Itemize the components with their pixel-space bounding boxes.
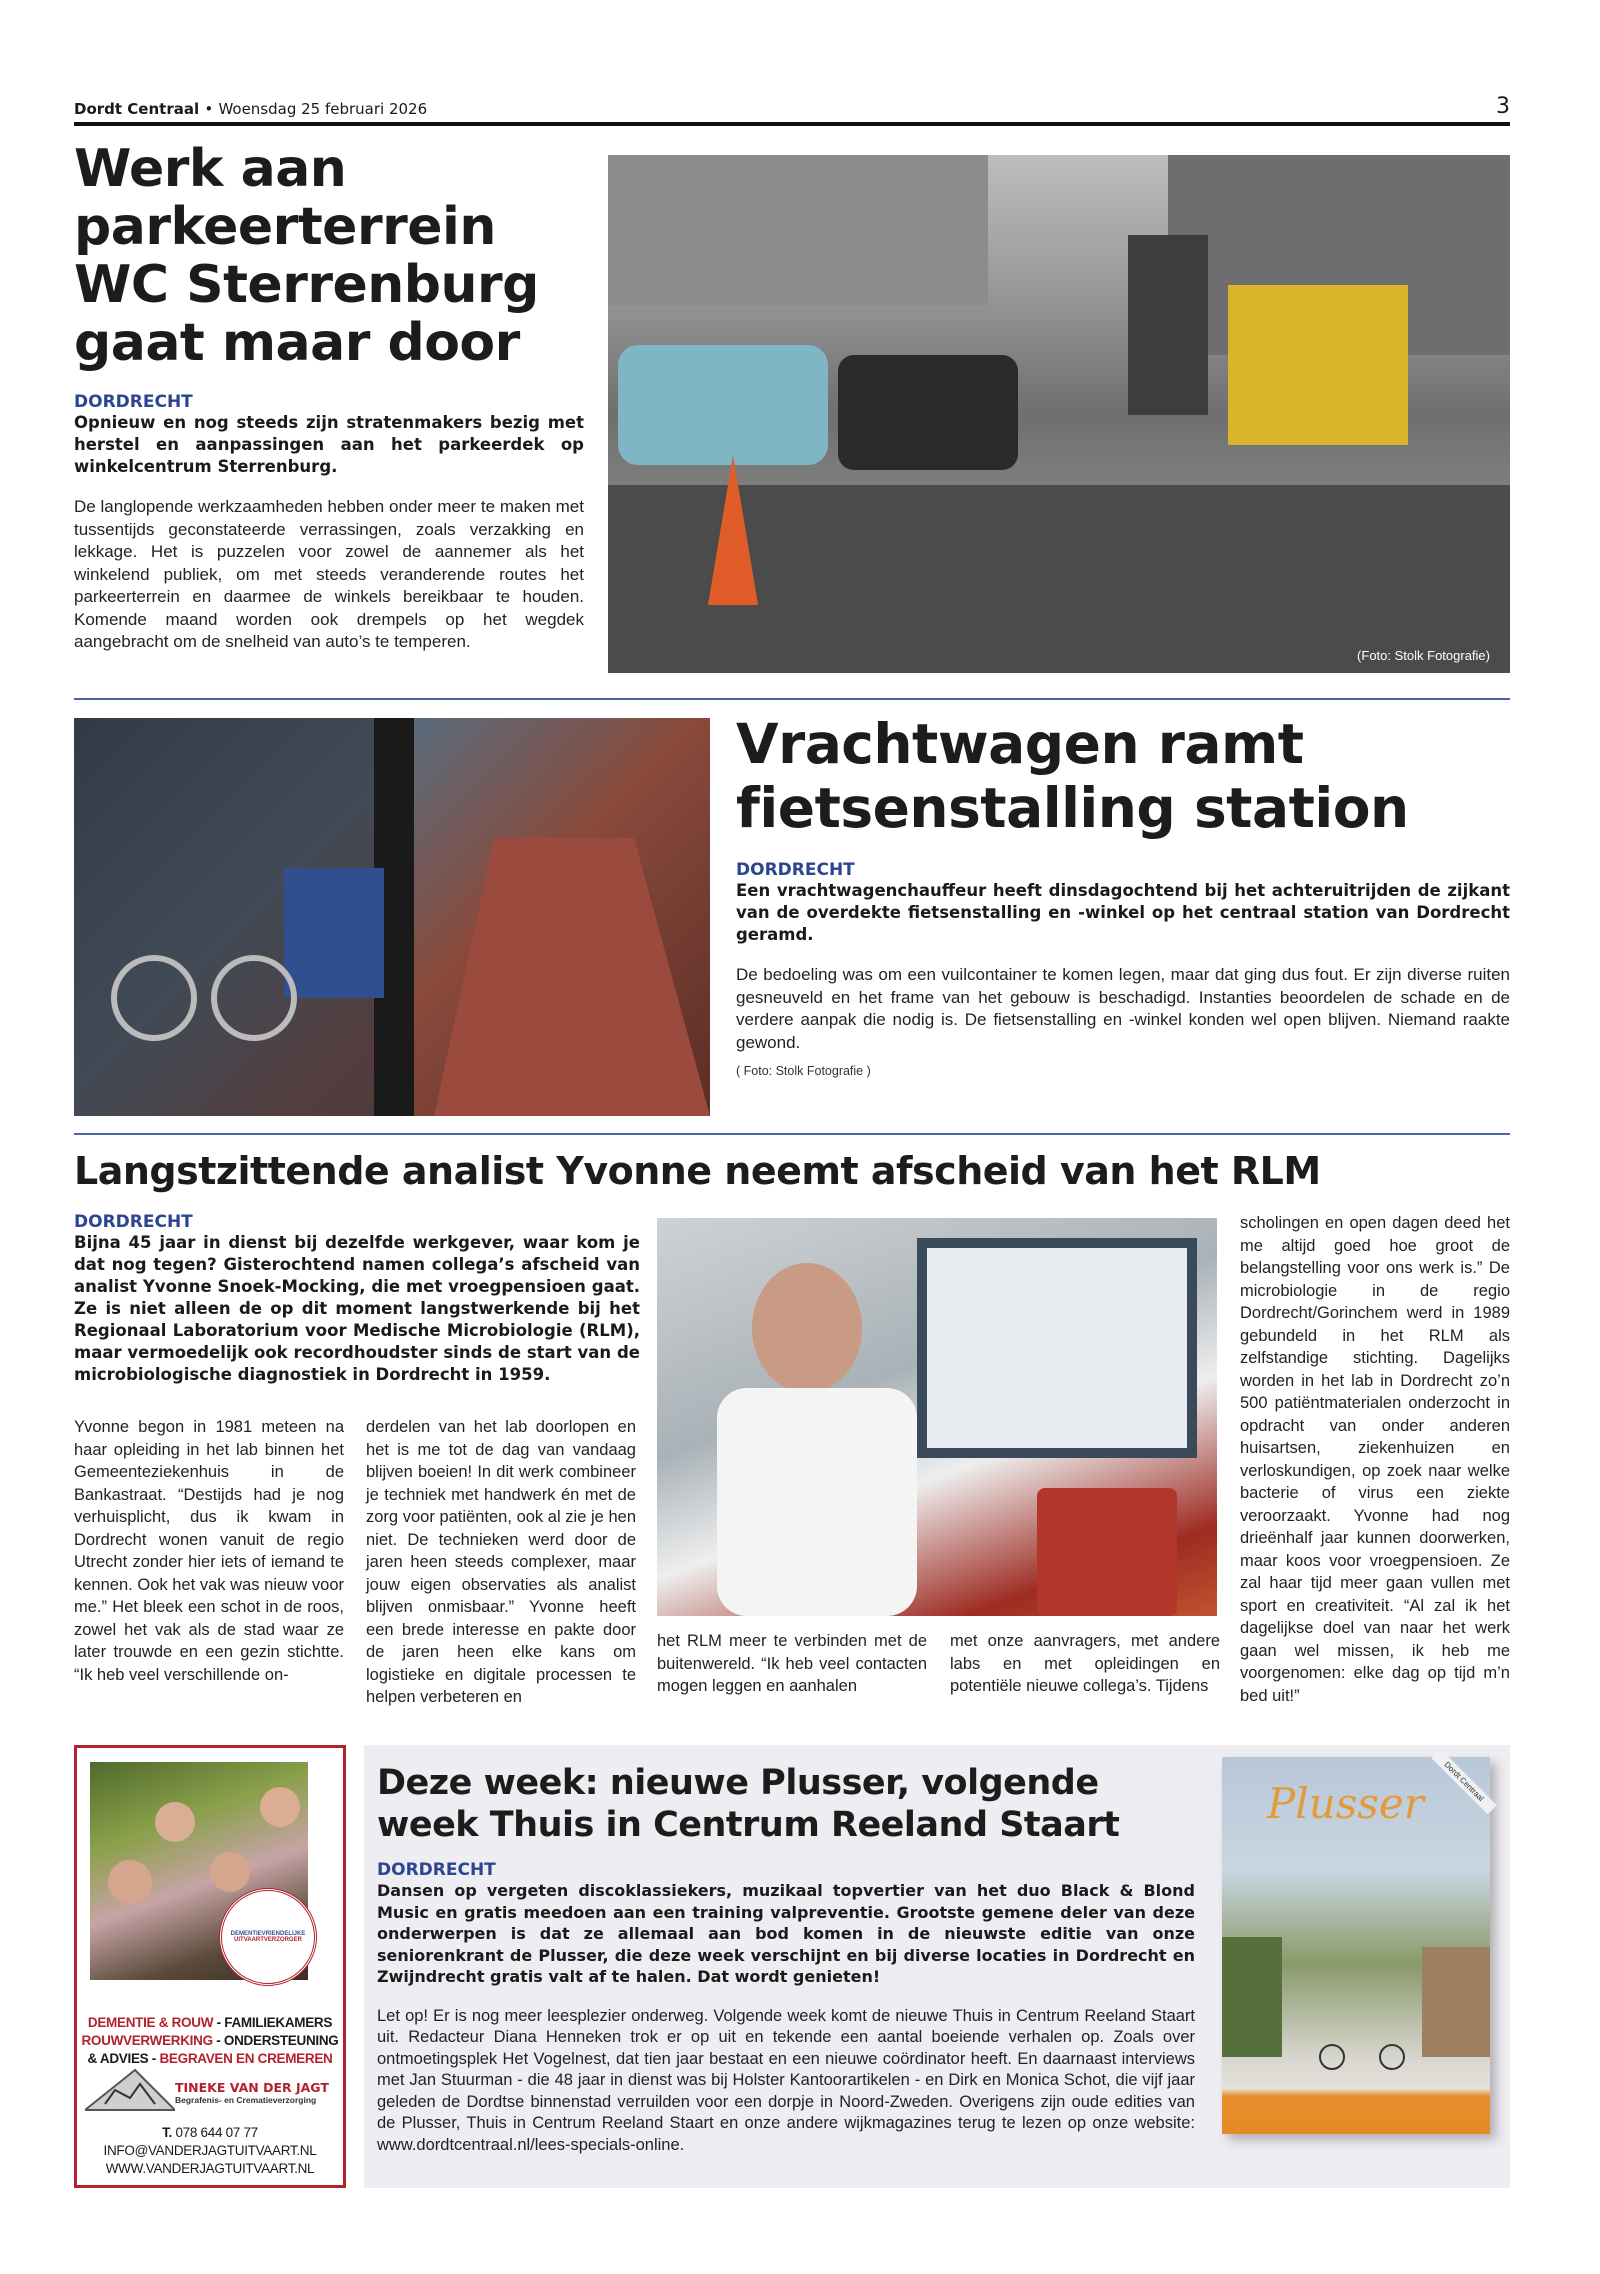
lab-analyst-photo [657,1218,1217,1616]
street-scene-illustration [1222,1937,1490,2087]
phone-number[interactable]: 078 644 07 77 [175,2125,258,2140]
dementia-friendly-badge [219,1888,317,1986]
brick-floor-shape [434,838,710,1116]
headline-line: WC Sterrenburg [74,255,539,315]
phone-line [77,2124,343,2142]
headline-line: parkeerterrein [74,197,496,257]
headline-line: Werk aan [74,139,347,199]
publication-name [74,100,427,118]
cover-corner-label: Dordt Centraal [1431,1749,1497,1815]
plusser-cover-image [1222,1757,1490,2134]
company-logo-icon [85,2068,175,2112]
photo-illustration [74,718,710,1116]
kicker: DORDRECHT [736,860,855,880]
roller-machine-shape [1228,285,1408,445]
contact-block [77,2124,343,2178]
headline-line: Deze week: nieuwe Plusser, volgende [377,1763,1099,1803]
service-line [77,2050,343,2068]
article-plusser-text [377,1762,1195,2156]
section-divider [74,698,1510,700]
headline-rlm: Langstzittende analist Yvonne neemt afscheid van het RLM [74,1149,1321,1193]
phone-prefix: T. [162,2125,172,2140]
building-shape [608,155,988,305]
lead-paragraph: Opnieuw en nog steeds zijn stratenmakers bezig met herstel en aanpassingen aan het parkeerdek op winkelcentrum Sterrenburg. [74,413,584,476]
body-paragraph: Let op! Er is nog meer leesplezier onderweg. Volgende week komt de nieuwe Thuis in Centrum Reeland Staart uit. Redacteur Diana Henneken trok er op uit en tekende een aantal boeiende verhalen op. Zoals over ontmoetingsplek Het Vogelnest, dat tien jaar bestaat en een nieuwe coördinator heeft. En daarnaast interviews met Jan Stuurman - die 48 jaar in dienst was bij Holster Kantoorartikelen - en Dirk en Monica Schot, die vijf jaar geleden de Dordtse binnenstad verruilden voor een dorpje in Noord-Zweden. Overigens zijn oude edities van de Plusser, Thuis in Centrum Reeland Staart en onze andere wijkmagazines terug te lezen op onze website: www.dordtcentraal.nl/lees-specials-online. [377,2006,1195,2154]
body-column-1: Yvonne begon in 1981 meteen na haar opleiding in het lab binnen het Gemeenteziekenhuis in de Bankastraat. “Destijds had je nog verhuisplicht, dus ik kwam in Dordrecht wonen vanuit de regio Utrecht zonder hier iets of iemand te kennen. Ook het vak was nieuw voor me.” Het bleek een schot in de roos, zowel het vak als de stad waar ze later trouwde en een gezin stichtte. “Ik heb veel verschillende on- [74,1418,344,1684]
screen-shape [927,1248,1187,1448]
photo-credit: (Foto: Stolk Fotografie) [1357,648,1490,663]
headline-line: Vrachtwagen ramt [736,712,1304,776]
tree-shape [1222,1937,1282,2057]
issue-date: Woensdag 25 februari 2026 [218,100,428,118]
service-text: - ONDERSTEUNING [212,2033,339,2048]
body-column-5: scholingen en open dagen deed het me altijd goed hoe groot de belangstelling voor ons werk is.” De microbiologie in de regio Dordrecht/Gorinchem werd in 1989 gebundeld in het RLM als zelfstandige stichting. Dagelijks worden in het lab in Dordrecht zo’n 500 patiëntmaterialen onderzocht in opdracht van onder anderen huisartsen, ziekenhuizen en verloskundigen, op zoek naar welke bacterie of virus een ziekte veroorzaakt. Yvonne had nog drieënhalf jaar kunnen doorwerken, maar koos voor vroegpensioen. Ze zal haar tijd meer gaan vullen met sport en creativiteit. “Al zal ik het dagelijkse doel van naar het werk gaan wel missen, ik heb me voorgenomen: elke dag op tijd m’n bed uit!” [1240,1214,1510,1705]
service-text: BEGRAVEN EN CREMEREN [159,2051,333,2066]
service-text: DEMENTIE & ROUW [87,2015,214,2030]
kicker: DORDRECHT [74,392,193,412]
car-shape [838,355,1018,470]
photo-illustration [608,155,1510,673]
person-shape [108,1860,152,1904]
headline-truck [736,712,1510,840]
company-name: TINEKE VAN DER JAGT [175,2080,329,2095]
website-link[interactable]: WWW.VANDERJAGTUITVAART.NL [105,2161,315,2176]
kicker: DORDRECHT [377,1860,496,1880]
company-name-block [175,2080,340,2105]
company-tagline: Begrafenis- en Crematieverzorging [175,2095,317,2105]
person-shape [155,1802,195,1842]
page-number: 3 [1496,94,1510,119]
photo-credit: ( Foto: Stolk Fotografie ) [736,1064,871,1078]
body-column-2: derdelen van het lab doorlopen en het is me tot de dag van vandaag blijven boeien! In dit werk combineer je techniek met handwerk én met de zorg voor patiënten, ook al zie je hen niet. De technieken werd door de jaren heen steeds complexer, maar jouw eigen observaties als analist blijven onmisbaar.” Yvonne heeft een brede interesse en pakte door de jaren heen elke kans om logistieke en digitale processen te helpen verbeteren en [366,1418,636,1706]
building-shape [1422,1947,1490,2057]
petri-dishes-shape [1037,1488,1177,1616]
article-rlm-intro [74,1212,640,1386]
lead-paragraph: Bijna 45 jaar in dienst bij dezelfde werkgever, waar kom je dat nog tegen? Gisterochtend namen collega’s afscheid van analist Yvonne Snoek-Mocking, die met vroegpensioen gaat. Ze is niet alleen de op dit moment langstwerkende bij het Regionaal Laboratorium voor Medische Microbiologie (RLM), maar vermoedelijk ook recordhoudster sinds de start van de microbiologische diagnostiek in Dordrecht in 1959. [74,1233,640,1384]
headline-line: fietsenstalling station [736,776,1409,840]
service-text: - FAMILIEKAMERS [213,2015,333,2030]
headline-line: gaat maar door [74,313,520,373]
bike-wheel-shape [1380,2045,1404,2069]
service-text: ROUWVERWERKING [81,2033,213,2048]
service-line [77,2014,343,2032]
body-paragraph: De langlopende werkzaamheden hebben onder meer te maken met tussentijds geconstateerde verrassingen, zoals verzakking en lekkage. Het is puzzelen voor zowel de aannemer als het winkelend publiek, om met steeds veranderende routes het parkeerterrein en daarmee de winkels bereikbaar te houden. Komende maand worden ook drempels op het wegdek aangebracht om de snelheid van auto’s te temperen. [74,497,584,651]
email-link[interactable]: INFO@VANDERJAGTUITVAART.NL [103,2143,317,2158]
headline-parking [74,140,584,372]
headline-line: week Thuis in Centrum Reeland Staart [377,1805,1120,1845]
body-paragraph: De bedoeling was om een vuilcontainer te komen legen, maar dat ging dus fout. Er zijn diverse ruiten gesneuveld en het frame van het gebouw is beschadigd. Instanties beoordelen de schade en de verdere aanpak die nodig is. De fietsenstalling en -winkel konden wel open blijven. Niemand raakte gewond. [736,965,1510,1052]
separator: • [204,100,214,118]
photo-illustration [657,1218,1217,1616]
service-line [77,2032,343,2050]
badge-line: DEMENTIEVRIENDELIJKE [230,1931,306,1937]
article-parking [74,140,584,654]
bike-sign-shape [284,868,384,998]
advertisement-vanderjagt[interactable] [74,1745,346,2188]
person-shape [210,1852,250,1892]
person-shape [260,1787,300,1827]
publication-title: Dordt Centraal [74,100,200,118]
lab-coat-shape [717,1388,917,1616]
roof-shape [85,2070,175,2110]
broken-window-photo [74,718,710,1116]
article-truck [736,712,1510,1078]
services-list [77,2014,343,2068]
body-column-4: met onze aanvragers, met andere labs en met opleidingen en potentiële nieuwe collega’s. Tijdens [950,1632,1220,1695]
body-column-3: het RLM meer te verbinden met de buitenwereld. “Ik heb veel contacten mogen leggen en aanhalen [657,1632,927,1695]
face-shape [752,1263,862,1393]
bike-wheel-shape [1320,2045,1344,2069]
parking-construction-photo [608,155,1510,673]
badge-line: UITVAARTVERZORGER [234,1937,302,1943]
cover-title: Plusser [1267,1779,1424,1828]
lead-paragraph: Dansen op vergeten discoklassiekers, muzikaal topvertier van het duo Black & Blond Music en gratis meedoen aan een training valpreventie. Grootste gemene deler van deze onderwerpen is dat ze allemaal aan bod komen in de nieuwste editie van onze seniorenkrant de Plusser, die deze week verschijnt en bij diverse locaties in Dordrecht en Zwijndrecht gratis valt af te halen. Dat wordt genieten! [377,1881,1195,1986]
headline-plusser [377,1762,1195,1846]
worker-shape [1128,235,1208,415]
section-divider [74,1133,1510,1135]
masthead [74,96,1510,126]
kicker: DORDRECHT [74,1212,193,1232]
service-text: & ADVIES - [87,2051,160,2066]
car-shape [618,345,828,465]
lead-paragraph: Een vrachtwagenchauffeur heeft dinsdagochtend bij het achteruitrijden de zijkant van de overdekte fietsenstalling en -winkel op het centraal station van Dordrecht geramd. [736,881,1510,944]
